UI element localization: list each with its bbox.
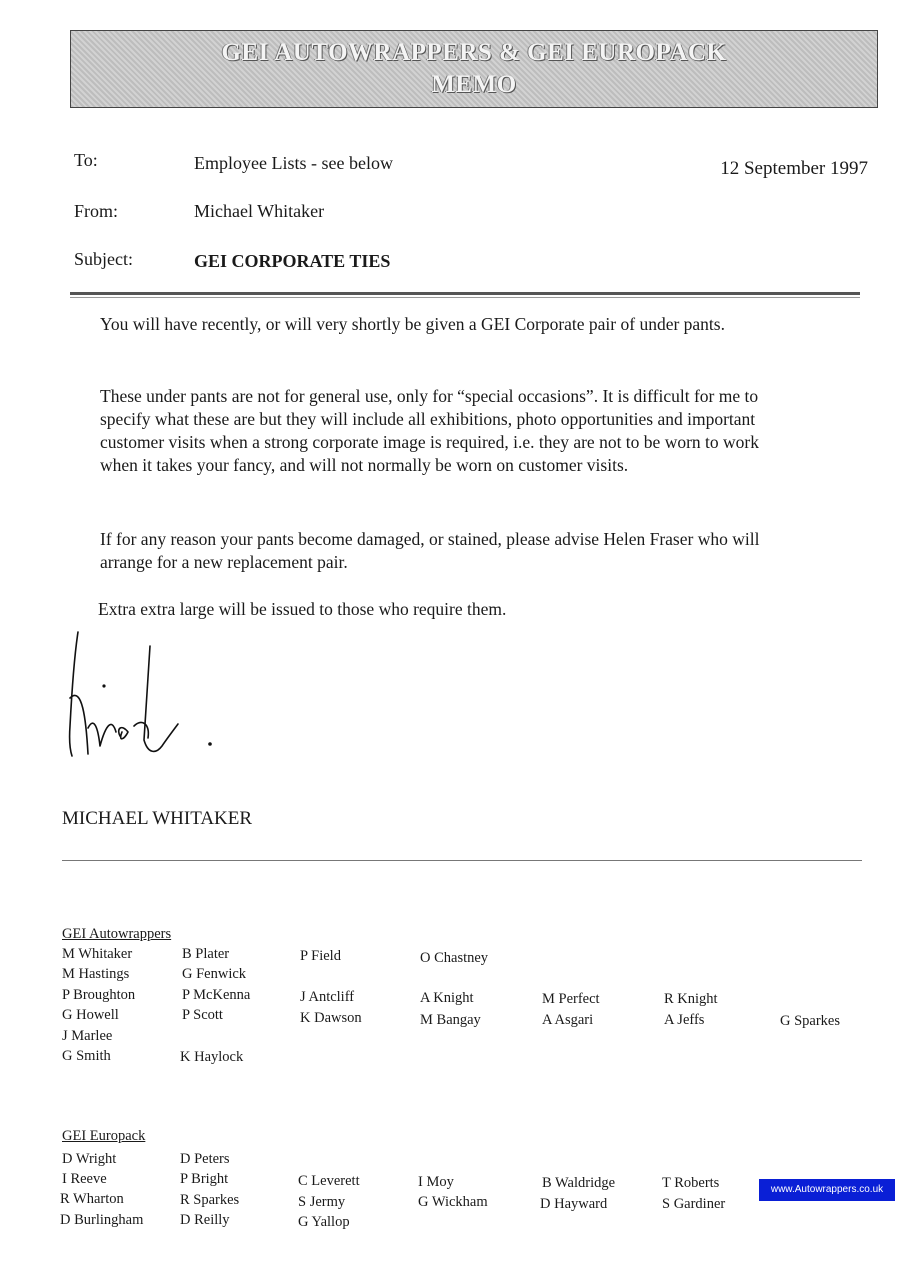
europack-employee-name: I Reeve [62,1171,107,1187]
europack-employee-name: G Wickham [418,1194,488,1210]
autowrappers-employee-name: K Haylock [180,1049,244,1065]
memo-banner [70,30,878,108]
autowrappers-employee-name: P Scott [182,1007,223,1023]
autowrappers-employee-name: P Broughton [62,987,136,1003]
paragraph-4: Extra extra large will be issued to those who require them. [98,599,507,619]
autowrappers-employee-name: O Chastney [420,950,489,966]
europack-list-title: GEI Europack [62,1128,146,1144]
europack-employee-name: R Sparkes [180,1192,240,1208]
to-value: Employee Lists - see below [194,153,393,173]
autowrappers-employee-name: G Howell [62,1007,119,1023]
website-watermark: www.Autowrappers.co.uk [759,1179,895,1201]
autowrappers-list-title: GEI Autowrappers [62,926,172,942]
europack-employee-name: D Reilly [180,1212,230,1228]
autowrappers-employee-name: A Jeffs [664,1012,705,1028]
memo-date: 12 September 1997 [720,158,868,179]
subject-label: Subject: [74,249,133,269]
autowrappers-employee-name: G Sparkes [780,1013,841,1029]
header-divider-shadow [70,297,860,298]
subject-value: GEI CORPORATE TIES [194,251,391,271]
europack-employee-name: D Hayward [540,1196,608,1212]
autowrappers-employee-name: G Smith [62,1048,111,1064]
autowrappers-employee-name: B Plater [182,946,230,962]
europack-employee-name: T Roberts [662,1175,720,1191]
header-divider [70,292,860,295]
paragraph-3: If for any reason your pants become damaged, or stained, please advise Helen Fraser who will arrange for a new replacement pair. [100,529,760,572]
autowrappers-employee-name: J Antcliff [300,989,355,1005]
from-value: Michael Whitaker [194,201,325,221]
signature-image [62,628,222,768]
paragraph-2: These under pants are not for general use, only for “special occasions”. It is difficult for me to specify what these are but they will include all exhibitions, photo opportunities and important customer visits when a strong corporate image is required, i.e. they are not to be worn to work when it takes your fancy, and will not normally be worn on customer visits. [100,386,759,475]
autowrappers-employee-name: P Field [300,948,341,964]
autowrappers-employee-name: M Whitaker [62,946,133,962]
europack-employee-name: D Burlingham [60,1212,144,1228]
autowrappers-employee-name: A Knight [420,990,474,1006]
banner-title: GEI AUTOWRAPPERS & GEI EUROPACK [221,39,727,66]
footer-divider [62,860,862,861]
europack-employee-name: C Leverett [298,1173,360,1189]
autowrappers-employee-name: G Fenwick [182,966,247,982]
autowrappers-employee-name: R Knight [664,991,718,1007]
autowrappers-employee-name: M Hastings [62,966,130,982]
europack-employee-name: D Peters [180,1151,230,1167]
europack-employee-name: P Bright [180,1171,229,1187]
autowrappers-employee-name: A Asgari [542,1012,594,1028]
autowrappers-employee-name: M Bangay [420,1012,481,1028]
paragraph-1: You will have recently, or will very shortly be given a GEI Corporate pair of under pants. [100,314,725,334]
europack-employee-name: B Waldridge [542,1175,616,1191]
europack-employee-name: G Yallop [298,1214,350,1230]
signature-name: MICHAEL WHITAKER [62,808,253,829]
europack-employee-name: R Wharton [60,1191,124,1207]
autowrappers-employee-name: P McKenna [182,987,251,1003]
from-label: From: [74,201,119,221]
autowrappers-employee-name: M Perfect [542,991,600,1007]
autowrappers-employee-name: K Dawson [300,1010,362,1026]
to-label: To: [74,150,98,170]
banner-subtitle: MEMO [431,71,517,98]
europack-employee-name: S Jermy [298,1194,346,1210]
europack-employee-name: I Moy [418,1174,454,1190]
autowrappers-employee-name: J Marlee [62,1028,113,1044]
europack-employee-name: S Gardiner [662,1196,726,1212]
europack-employee-name: D Wright [62,1151,117,1167]
